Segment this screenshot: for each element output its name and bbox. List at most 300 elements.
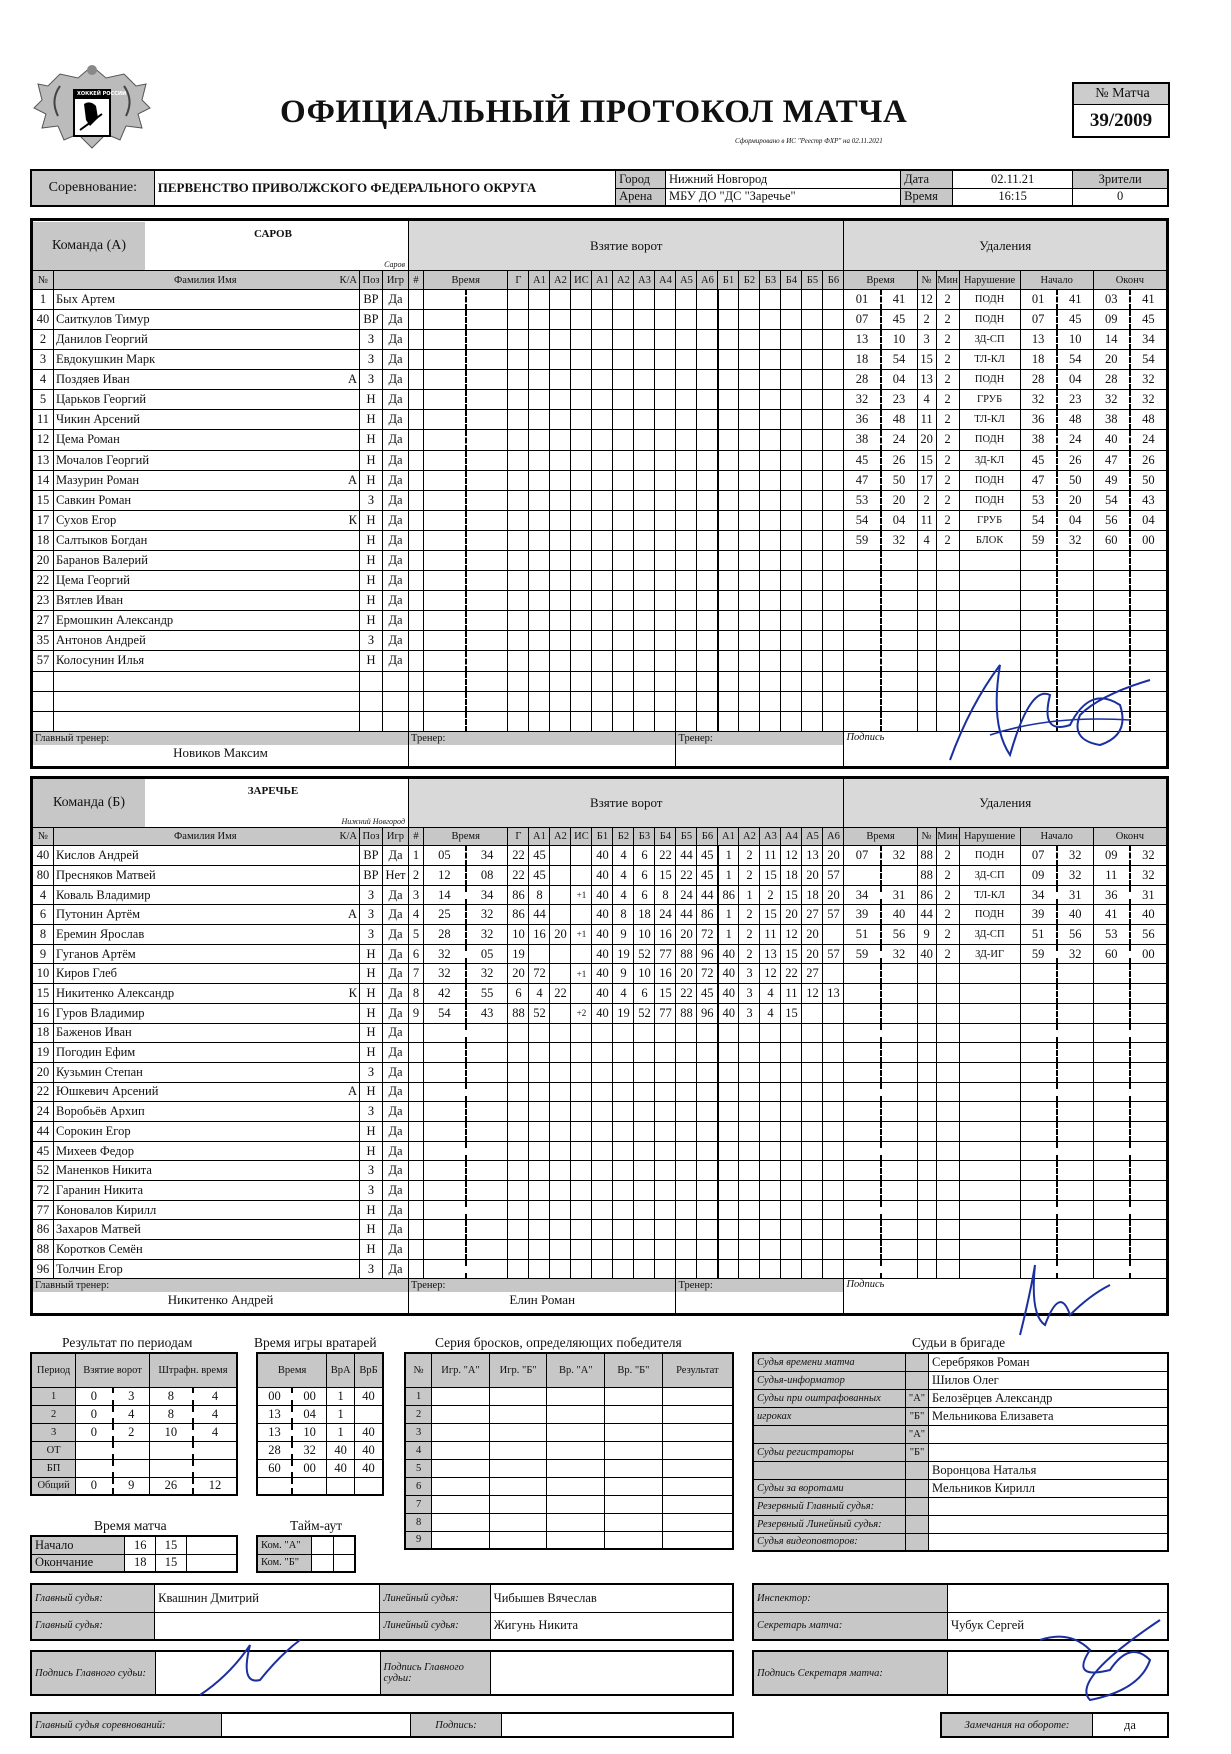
pen-sec: 40 — [881, 905, 918, 925]
goal-min: 32 — [424, 944, 466, 964]
goal-on-ice — [718, 1161, 739, 1181]
periods-title: Результат по периодам — [62, 1335, 193, 1350]
goal-on-ice — [613, 1062, 634, 1082]
goal-scorer — [508, 1200, 529, 1220]
player-row — [33, 964, 1167, 984]
official-tag: "Б" — [906, 1443, 929, 1461]
player-pos: Н — [360, 550, 383, 570]
goal-on-ice — [592, 309, 613, 329]
pen-minutes: 2 — [936, 846, 959, 866]
goal-on-ice — [823, 1240, 844, 1260]
h-goal-scorer: Г — [508, 828, 529, 846]
goal-on-ice: 22 — [655, 846, 676, 866]
goal-on-ice — [697, 1220, 718, 1240]
goal-on-ice — [781, 711, 802, 731]
pen-start-sec: 41 — [1057, 289, 1094, 309]
goal-on-ice: 1 — [739, 885, 760, 905]
pen-minutes: 2 — [936, 370, 959, 390]
goal-on-ice: 4 — [613, 885, 634, 905]
pen-player-no — [917, 611, 936, 631]
goal-on-ice: 24 — [655, 905, 676, 925]
goal-scorer — [508, 1259, 529, 1279]
officials-table — [752, 1352, 1169, 1552]
goal-on-ice — [613, 1082, 634, 1102]
goal-on-ice — [676, 1121, 697, 1141]
player-no: 9 — [33, 944, 54, 964]
pen-start-sec: 31 — [1057, 885, 1094, 905]
goal-on-ice — [613, 651, 634, 671]
pen-violation: ЗД-ИГ — [959, 944, 1020, 964]
goal-on-ice — [823, 1121, 844, 1141]
pen-sec — [881, 691, 918, 711]
pen-end-sec — [1130, 611, 1167, 631]
goal-on-ice: 9 — [613, 964, 634, 984]
goal-situation — [571, 1259, 592, 1279]
player-played: Да — [383, 510, 409, 530]
shootout-cell — [489, 1423, 547, 1441]
goal-on-ice — [655, 289, 676, 309]
player-no: 96 — [33, 1259, 54, 1279]
goal-no — [409, 1062, 424, 1082]
player-name: Никитенко Александр — [56, 986, 175, 1001]
pen-end-min — [1093, 1121, 1130, 1141]
goal-on-ice — [760, 1259, 781, 1279]
player-role: А — [347, 1084, 357, 1099]
goal-on-ice — [760, 1200, 781, 1220]
shootout-cell — [432, 1387, 490, 1405]
shootout-cell — [547, 1477, 605, 1495]
goal-no — [409, 651, 424, 671]
player-no: 13 — [33, 450, 54, 470]
shootout-table — [404, 1352, 734, 1550]
h-period-goals: Взятие ворот — [76, 1353, 150, 1387]
goal-no — [409, 1200, 424, 1220]
pen-minutes: 2 — [936, 350, 959, 370]
shootout-cell — [489, 1531, 547, 1549]
pen-player-no: 2 — [917, 309, 936, 329]
goal-assist2 — [550, 1102, 571, 1122]
goal-min — [424, 1062, 466, 1082]
goalie-min: 60 — [257, 1459, 292, 1477]
pen-sec: 32 — [881, 846, 918, 866]
goal-assist1 — [529, 550, 550, 570]
goal-on-ice — [781, 550, 802, 570]
goal-no — [409, 410, 424, 430]
shootout-cell — [432, 1459, 490, 1477]
player-no: 77 — [33, 1200, 54, 1220]
pen-end-min: 41 — [1093, 905, 1130, 925]
goal-no — [409, 550, 424, 570]
sig-main-referee2-label: Подпись Главного судьи: — [380, 1651, 491, 1695]
player-no: 1 — [33, 289, 54, 309]
goal-on-ice — [760, 1043, 781, 1063]
shootout-cell — [547, 1423, 605, 1441]
player-row — [33, 905, 1167, 925]
pen-min — [844, 1200, 881, 1220]
pen-start-sec: 20 — [1057, 490, 1094, 510]
goal-on-ice — [718, 470, 739, 490]
h-goal-scorer: Г — [508, 271, 529, 289]
player-played: Да — [383, 1240, 409, 1260]
player-row — [33, 885, 1167, 905]
goal-assist2 — [550, 289, 571, 309]
goal-scorer — [508, 1023, 529, 1043]
period-name: 3 — [31, 1423, 76, 1441]
player-row — [33, 309, 1167, 329]
goal-on-ice — [634, 410, 655, 430]
goal-on-ice — [592, 410, 613, 430]
date-value: 02.11.21 — [952, 170, 1072, 188]
coach1-name: Елин Роман — [509, 1292, 576, 1308]
h-on-ice: А4 — [781, 828, 802, 846]
goal-on-ice — [655, 329, 676, 349]
goalie-min: 13 — [257, 1423, 292, 1441]
player-pos: Н — [360, 611, 383, 631]
pen-end-min — [1093, 591, 1130, 611]
goal-no — [409, 631, 424, 651]
goal-sec — [466, 410, 508, 430]
goal-on-ice — [739, 1121, 760, 1141]
official-name — [929, 1425, 1169, 1443]
hockey-russia-emblem — [30, 56, 155, 166]
goal-on-ice — [697, 1102, 718, 1122]
player-name — [54, 674, 56, 688]
goal-assist2 — [550, 944, 571, 964]
shootout-row — [405, 1387, 733, 1405]
pen-player-no: 20 — [917, 430, 936, 450]
goal-sec — [466, 1062, 508, 1082]
h-goalie-a: ВрА — [327, 1353, 355, 1387]
h-on-ice: А3 — [634, 271, 655, 289]
goalie-b: 40 — [355, 1441, 383, 1459]
goal-on-ice: 2 — [739, 866, 760, 886]
goal-on-ice — [802, 390, 823, 410]
goal-on-ice — [823, 1062, 844, 1082]
goal-on-ice — [676, 611, 697, 631]
official-row — [753, 1389, 1168, 1407]
player-pos: Н — [360, 390, 383, 410]
goal-on-ice — [760, 410, 781, 430]
player-row — [33, 1082, 1167, 1102]
goal-min — [424, 390, 466, 410]
goal-sec: 55 — [466, 984, 508, 1004]
period-pen-a — [149, 1459, 193, 1477]
goal-on-ice — [676, 711, 697, 731]
pen-minutes — [936, 611, 959, 631]
h-goalie-b: ВрБ — [355, 1353, 383, 1387]
goal-on-ice — [718, 350, 739, 370]
goal-sec — [466, 1161, 508, 1181]
goal-on-ice — [697, 1240, 718, 1260]
player-pos: З — [360, 329, 383, 349]
goal-on-ice — [592, 470, 613, 490]
goalie-b: 40 — [355, 1387, 383, 1405]
pen-start-min — [1020, 1062, 1057, 1082]
player-name-cell — [54, 711, 360, 731]
goal-on-ice — [823, 671, 844, 691]
goal-on-ice — [613, 430, 634, 450]
pen-start-min — [1020, 591, 1057, 611]
goalie-a: 1 — [327, 1405, 355, 1423]
goal-on-ice — [823, 591, 844, 611]
goal-assist1 — [529, 370, 550, 390]
inspector-label: Инспектор: — [753, 1584, 948, 1612]
official-tag: "А" — [906, 1425, 929, 1443]
goal-no — [409, 1023, 424, 1043]
pen-end-sec: 04 — [1130, 510, 1167, 530]
goal-assist2 — [550, 711, 571, 731]
shootout-cell — [547, 1405, 605, 1423]
pen-end-min: 36 — [1093, 885, 1130, 905]
pen-violation — [959, 1043, 1020, 1063]
shootout-cell — [605, 1513, 663, 1531]
goal-assist1 — [529, 1220, 550, 1240]
h-pen-start: Начало — [1020, 271, 1093, 289]
goal-on-ice: 27 — [802, 964, 823, 984]
goal-on-ice: 6 — [634, 885, 655, 905]
player-row — [33, 1141, 1167, 1161]
goal-on-ice — [592, 1043, 613, 1063]
goal-sec — [466, 571, 508, 591]
pen-player-no: 15 — [917, 350, 936, 370]
pen-end-sec — [1130, 1082, 1167, 1102]
player-name-cell — [54, 905, 360, 925]
goal-on-ice — [634, 1082, 655, 1102]
pen-player-no — [917, 1259, 936, 1279]
team-b-section — [30, 776, 1169, 1316]
player-name: Колосунин Илья — [56, 653, 145, 668]
goal-on-ice — [718, 309, 739, 329]
goal-assist2 — [550, 905, 571, 925]
goal-on-ice — [655, 470, 676, 490]
pen-min: 07 — [844, 846, 881, 866]
goal-on-ice — [823, 390, 844, 410]
goal-min — [424, 1161, 466, 1181]
player-pos: Н — [360, 1003, 383, 1023]
date-label: Дата — [901, 170, 953, 188]
goal-sec — [466, 1023, 508, 1043]
official-row — [753, 1407, 1168, 1425]
pen-start-sec: 23 — [1057, 390, 1094, 410]
goal-min: 42 — [424, 984, 466, 1004]
goal-no — [409, 390, 424, 410]
shootout-h-no: № — [405, 1353, 432, 1387]
goal-on-ice — [802, 651, 823, 671]
goal-scorer — [508, 571, 529, 591]
goal-on-ice — [676, 289, 697, 309]
generated-note: Сформировано в ИС "Реестр ФХР" на 02.11.2021 — [735, 137, 883, 145]
player-played: Да — [383, 309, 409, 329]
pen-start-sec — [1057, 1043, 1094, 1063]
goal-on-ice — [739, 1043, 760, 1063]
goal-scorer — [508, 450, 529, 470]
pen-min — [844, 984, 881, 1004]
player-name-cell — [54, 1200, 360, 1220]
goal-on-ice — [613, 711, 634, 731]
pen-start-sec: 54 — [1057, 350, 1094, 370]
goal-on-ice — [760, 370, 781, 390]
goal-scorer — [508, 1220, 529, 1240]
player-name-cell — [54, 309, 360, 329]
pen-start-sec — [1057, 1062, 1094, 1082]
pen-min — [844, 1220, 881, 1240]
goal-assist2: 22 — [550, 984, 571, 1004]
goal-on-ice — [676, 1062, 697, 1082]
goal-on-ice — [634, 1161, 655, 1181]
goal-on-ice — [718, 711, 739, 731]
goal-on-ice — [823, 925, 844, 945]
h-on-ice: А6 — [697, 271, 718, 289]
shootout-cell — [605, 1441, 663, 1459]
pen-min: 51 — [844, 925, 881, 945]
goal-on-ice — [760, 329, 781, 349]
competition-label: Соревнование: — [31, 170, 154, 206]
goal-assist1 — [529, 350, 550, 370]
pen-start-min — [1020, 1181, 1057, 1201]
goal-min — [424, 550, 466, 570]
arena-value: МБУ ДО "ДС "Заречье" — [665, 188, 900, 206]
player-name-cell — [54, 470, 360, 490]
goal-assist1 — [529, 410, 550, 430]
player-played: Да — [383, 390, 409, 410]
goalie-row — [257, 1441, 383, 1459]
shootout-cell — [605, 1495, 663, 1513]
pen-player-no — [917, 1181, 936, 1201]
goal-on-ice — [718, 530, 739, 550]
goal-on-ice — [739, 1082, 760, 1102]
player-pos: Н — [360, 510, 383, 530]
player-row — [33, 1259, 1167, 1279]
pen-player-no — [917, 550, 936, 570]
goal-assist1 — [529, 490, 550, 510]
goal-min — [424, 1240, 466, 1260]
goal-on-ice: 15 — [781, 1003, 802, 1023]
goal-on-ice — [676, 1259, 697, 1279]
player-pos — [360, 671, 383, 691]
player-row — [33, 350, 1167, 370]
pen-min: 47 — [844, 470, 881, 490]
goal-on-ice — [592, 671, 613, 691]
goal-situation — [571, 1161, 592, 1181]
goal-on-ice — [634, 550, 655, 570]
pen-player-no: 15 — [917, 450, 936, 470]
player-name: Кузьмин Степан — [56, 1064, 143, 1079]
pen-violation — [959, 1102, 1020, 1122]
goal-on-ice — [613, 1043, 634, 1063]
shootout-cell — [547, 1387, 605, 1405]
pen-minutes — [936, 1220, 959, 1240]
goal-on-ice — [655, 711, 676, 731]
goal-sec — [466, 1200, 508, 1220]
pen-player-no: 44 — [917, 905, 936, 925]
goal-on-ice — [613, 1023, 634, 1043]
pen-end-min — [1093, 964, 1130, 984]
period-pen-b: 4 — [193, 1387, 237, 1405]
pen-minutes — [936, 1200, 959, 1220]
goal-on-ice — [823, 1161, 844, 1181]
goal-scorer — [508, 1240, 529, 1260]
arena-label: Арена — [616, 188, 666, 206]
goal-on-ice: 16 — [655, 964, 676, 984]
player-name: Захаров Матвей — [56, 1222, 141, 1237]
official-row — [753, 1371, 1168, 1389]
goalie-min — [257, 1477, 292, 1495]
period-goals-b — [113, 1441, 150, 1459]
player-pos: З — [360, 905, 383, 925]
goal-on-ice — [592, 711, 613, 731]
goal-situation: +1 — [571, 885, 592, 905]
signatures-table — [30, 1650, 734, 1696]
goal-on-ice — [718, 1220, 739, 1240]
goal-situation — [571, 470, 592, 490]
head-coach-name: Никитенко Андрей — [167, 1292, 274, 1308]
goal-min — [424, 631, 466, 651]
goal-on-ice — [718, 410, 739, 430]
official-name — [929, 1497, 1169, 1515]
goal-no — [409, 671, 424, 691]
goal-on-ice — [739, 1062, 760, 1082]
h-on-ice: Б3 — [634, 828, 655, 846]
pen-minutes — [936, 1161, 959, 1181]
goal-on-ice — [676, 410, 697, 430]
pen-end-sec: 32 — [1130, 866, 1167, 886]
goal-on-ice: 40 — [592, 885, 613, 905]
player-row — [33, 1003, 1167, 1023]
player-pos: З — [360, 370, 383, 390]
player-no — [33, 671, 54, 691]
goal-on-ice — [592, 430, 613, 450]
goal-on-ice: 72 — [697, 964, 718, 984]
player-name-cell — [54, 430, 360, 450]
shootout-cell — [489, 1459, 547, 1477]
official-name: Белозёрцев Александр — [929, 1389, 1169, 1407]
goal-situation — [571, 1240, 592, 1260]
pen-sec — [881, 1181, 918, 1201]
goal-sec — [466, 470, 508, 490]
goal-on-ice — [613, 591, 634, 611]
player-name: Михеев Федор — [56, 1143, 134, 1158]
goal-on-ice — [781, 410, 802, 430]
goal-on-ice — [697, 530, 718, 550]
goal-on-ice — [781, 1102, 802, 1122]
player-no: 18 — [33, 1023, 54, 1043]
goal-on-ice — [823, 571, 844, 591]
pen-start-sec: 40 — [1057, 905, 1094, 925]
player-name-cell — [54, 885, 360, 905]
pen-player-no — [917, 1141, 936, 1161]
player-row — [33, 510, 1167, 530]
player-name-cell — [54, 1082, 360, 1102]
goal-on-ice: 40 — [718, 984, 739, 1004]
goal-no — [409, 430, 424, 450]
goal-scorer: 19 — [508, 944, 529, 964]
player-no: 5 — [33, 390, 54, 410]
goal-on-ice — [592, 1259, 613, 1279]
pen-sec — [881, 671, 918, 691]
goal-on-ice: 12 — [781, 846, 802, 866]
period-goals-a: 0 — [76, 1405, 113, 1423]
shootout-cell — [489, 1477, 547, 1495]
match-end-minute: 15 — [156, 1554, 187, 1572]
pen-min — [844, 651, 881, 671]
goal-on-ice — [760, 490, 781, 510]
pen-start-sec: 32 — [1057, 944, 1094, 964]
period-row — [31, 1423, 237, 1441]
h-pen-violation: Нарушение — [959, 828, 1020, 846]
goal-sec — [466, 390, 508, 410]
goal-on-ice: 20 — [823, 846, 844, 866]
goal-on-ice — [802, 1062, 823, 1082]
